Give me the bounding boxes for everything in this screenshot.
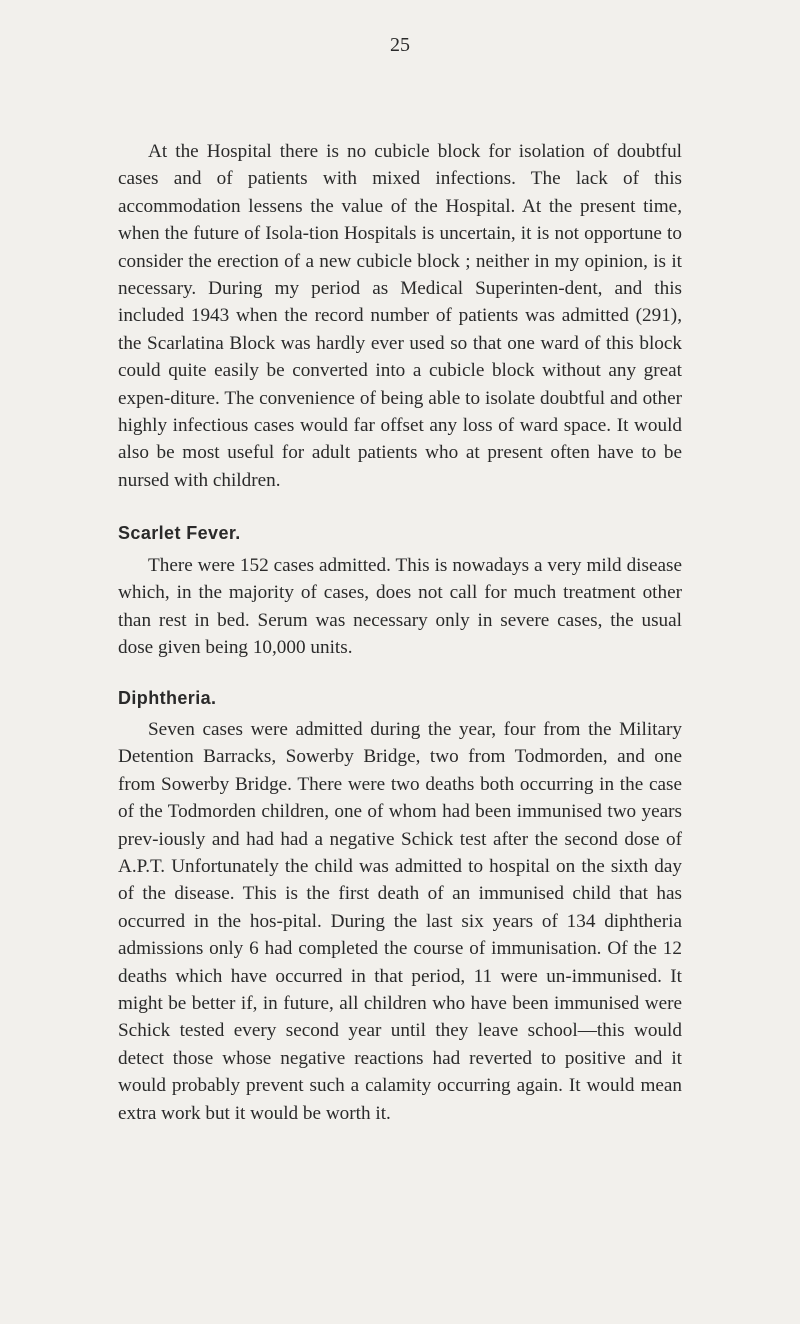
page-number: 25 [390,34,410,56]
heading-scarlet-fever: Scarlet Fever. [118,523,241,543]
paragraph-scarlet-fever: There were 152 cases admitted. This is nowadays a very mild disease which, in the majority of cases, does not call for much treatment other than rest in bed. Serum was necessary only in severe cases, the usual dose given being 10,000 units. [118,555,682,659]
heading-diphtheria: Diphtheria. [118,688,217,708]
paragraph-diphtheria: Seven cases were admitted during the year, four from the Military Detention Barracks, Sowerby Bridge, two from Todmorden, and one from Sowerby Bridge. There were two deaths both occurring in the case of the Todmorden children, one of whom had been immunised two years prev-iously and had had a negative Schick test after the second dose of A.P.T. Unfortunately the child was admitted to hospital on the sixth day of the disease. This is the first death of an immunised child that has occurred in the hos-pital. During the last six years of 134 diphtheria admissions only 6 had completed the course of immunisation. Of the 12 deaths which have occurred in that period, 11 were un-immunised. It might be better if, in future, all children who have been immunised were Schick tested every second year until they leave school—this would detect those whose negative reactions had reverted to positive and it would probably prevent such a calamity occurring again. It would mean extra work but it would be worth it. [118,719,682,1124]
paragraph-isolation-cubicle-block: At the Hospital there is no cubicle block for isolation of doubtful cases and of patients with mixed infections. The lack of this accommodation lessens the value of the Hospital. At the present time, when the future of Isola-tion Hospitals is uncertain, it is not opportune to consider the erection of a new cubicle block ; neither in my opinion, is it necessary. During my period as Medical Superinten-dent, and this included 1943 when the record number of patients was admitted (291), the Scarlatina Block was hardly ever used so that one ward of this block could quite easily be converted into a cubicle block without any great expen-diture. The convenience of being able to isolate doubtful and other highly infectious cases would far offset any loss of ward space. It would also be most useful for adult patients who at present often have to be nursed with children. [118,141,682,491]
